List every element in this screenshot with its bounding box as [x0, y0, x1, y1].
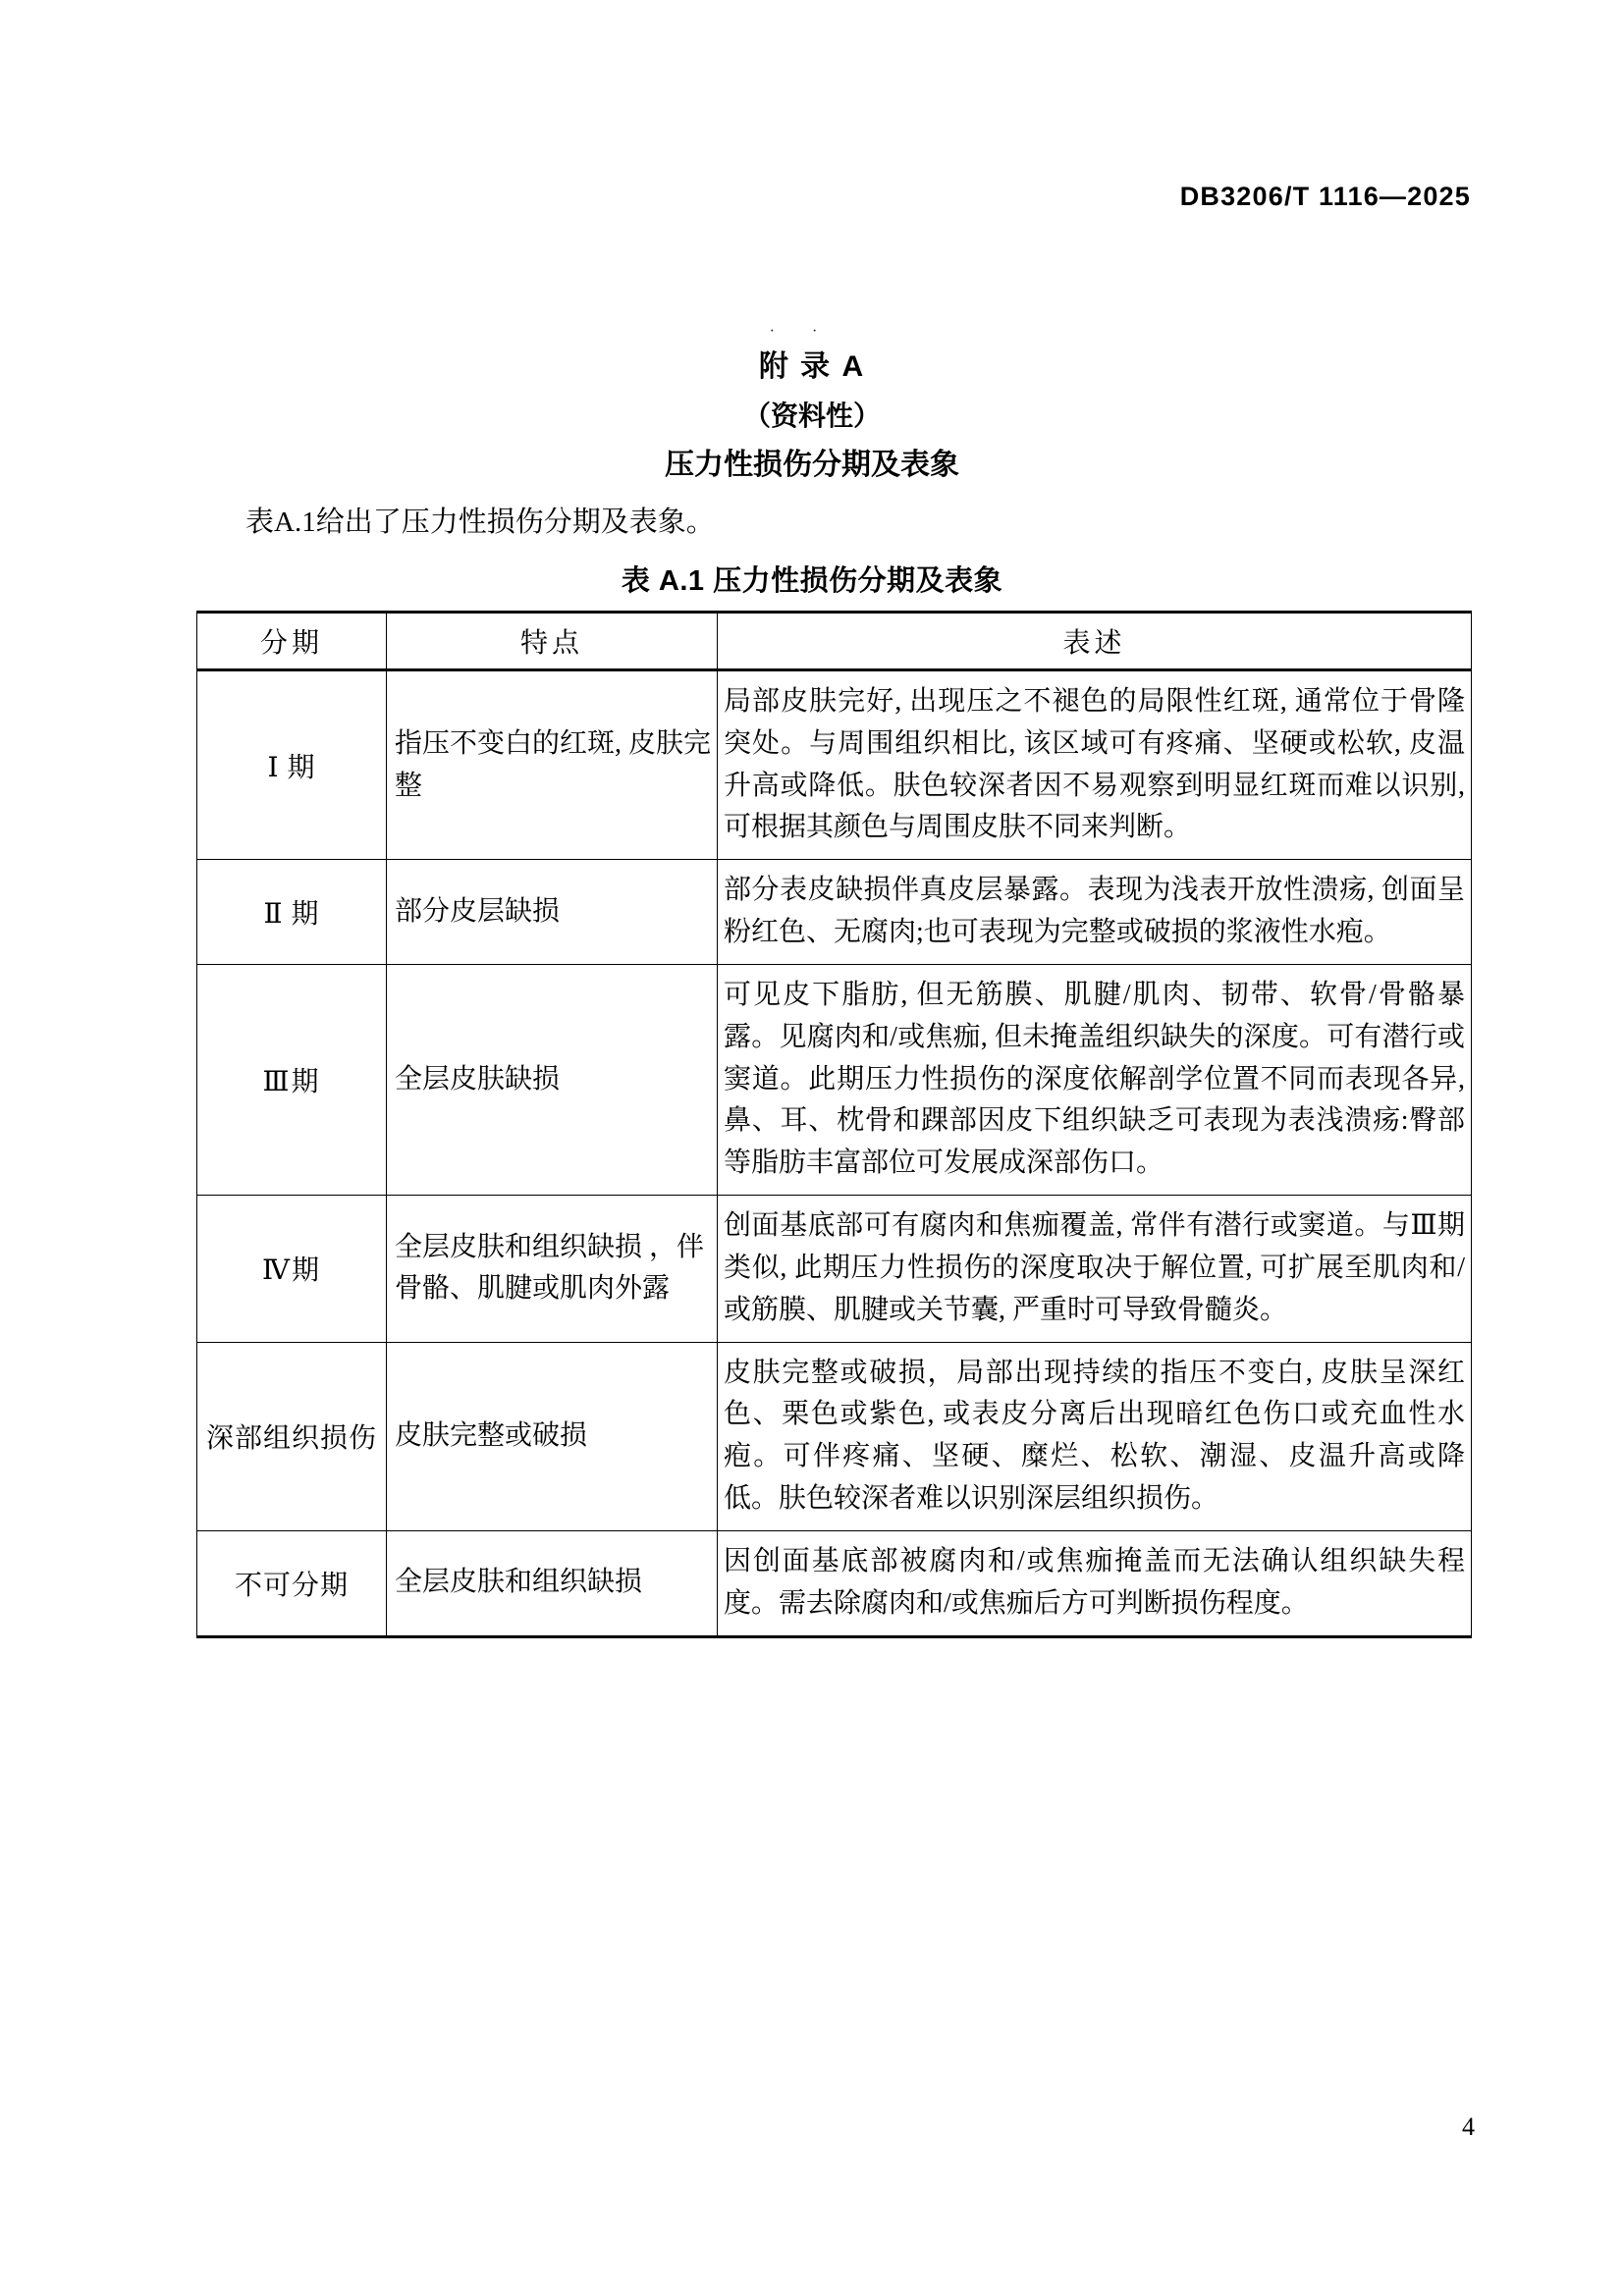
annex-kind: （资料性）: [742, 400, 881, 431]
column-header-stage: 分期: [197, 613, 387, 670]
cell-feature: 部分皮层缺损: [387, 860, 718, 965]
standard-code-header: DB3206/T 1116—2025: [1179, 182, 1471, 211]
table-row: [197, 860, 1472, 965]
cell-feature: 全层皮肤和组织缺损: [387, 1530, 718, 1636]
cell-feature: 全层皮肤缺损: [387, 964, 718, 1195]
cell-stage: Ⅳ期: [197, 1196, 387, 1342]
cell-stage: Ⅰ 期: [197, 670, 387, 860]
column-header-description: 表述: [718, 613, 1472, 670]
column-header-feature: 特点: [387, 613, 718, 670]
pressure-injury-stage-table: [196, 611, 1472, 1638]
cell-feature: 皮肤完整或破损: [387, 1342, 718, 1530]
table-row: [197, 1342, 1472, 1530]
annex-label: 附 录 A: [758, 350, 866, 383]
cell-stage: 不可分期: [197, 1530, 387, 1636]
cell-feature: 全层皮肤和组织缺损 ，伴骨骼、肌腱或肌肉外露: [387, 1196, 718, 1342]
cell-description: 皮肤完整或破损，局部出现持续的指压不变白, 皮肤呈深红色、栗色或紫色, 或表皮分离后出现暗红色伤口或充血性水疱。可伴疼痛、坚硬、糜烂、松软、潮湿、皮温升高或降低。肤色较深者难以识别深层组织损伤。: [718, 1342, 1472, 1530]
cell-stage: Ⅱ 期: [197, 860, 387, 965]
intro-paragraph: 表A.1给出了压力性损伤分期及表象。: [245, 507, 715, 538]
cell-stage: Ⅲ期: [197, 964, 387, 1195]
annex-title-block: [0, 346, 1624, 487]
table-row: [197, 670, 1472, 860]
table-row: [197, 1196, 1472, 1342]
annex-title: 压力性损伤分期及表象: [665, 448, 959, 481]
cell-description: 局部皮肤完好, 出现压之不褪色的局限性红斑, 通常位于骨隆突处。与周围组织相比, 该区域可有疼痛、坚硬或松软, 皮温升高或降低。肤色较深者因不易观察到明显红斑而难以识别, 可根据其颜色与周围皮肤不同来判断。: [718, 670, 1472, 860]
cell-description: 部分表皮缺损伴真皮层暴露。表现为浅表开放性溃疡, 创面呈粉红色、无腐肉;也可表现为完整或破损的浆液性水疱。: [718, 860, 1472, 965]
cell-feature: 指压不变白的红斑, 皮肤完整: [387, 670, 718, 860]
cell-description: 创面基底部可有腐肉和焦痂覆盖, 常伴有潜行或窦道。与Ⅲ期类似, 此期压力性损伤的深度取决于解位置, 可扩展至肌肉和/或筋膜、肌腱或关节囊, 严重时可导致骨髓炎。: [718, 1196, 1472, 1342]
page-number: 4: [1462, 2112, 1475, 2141]
cell-description: 因创面基底部被腐肉和/或焦痂掩盖而无法确认组织缺失程度。需去除腐肉和/或焦痂后方可判断损伤程度。: [718, 1530, 1472, 1636]
table-row: [197, 964, 1472, 1195]
table-header-row: [197, 613, 1472, 670]
cell-description: 可见皮下脂肪, 但无筋膜、肌腱/肌肉、韧带、软骨/骨骼暴露。见腐肉和/或焦痂, 但未掩盖组织缺失的深度。可有潜行或窦道。此期压力性损伤的深度依解剖学位置不同而表现各异, 鼻、耳、枕骨和踝部因皮下组织缺乏可表现为表浅溃疡:臀部等脂肪丰富部位可发展成深部伤口。: [718, 964, 1472, 1195]
decorative-dots: ··: [769, 323, 855, 340]
table-caption: 表 A.1 压力性损伤分期及表象: [621, 565, 1003, 597]
table-row: [197, 1530, 1472, 1636]
cell-stage: 深部组织损伤: [197, 1342, 387, 1530]
